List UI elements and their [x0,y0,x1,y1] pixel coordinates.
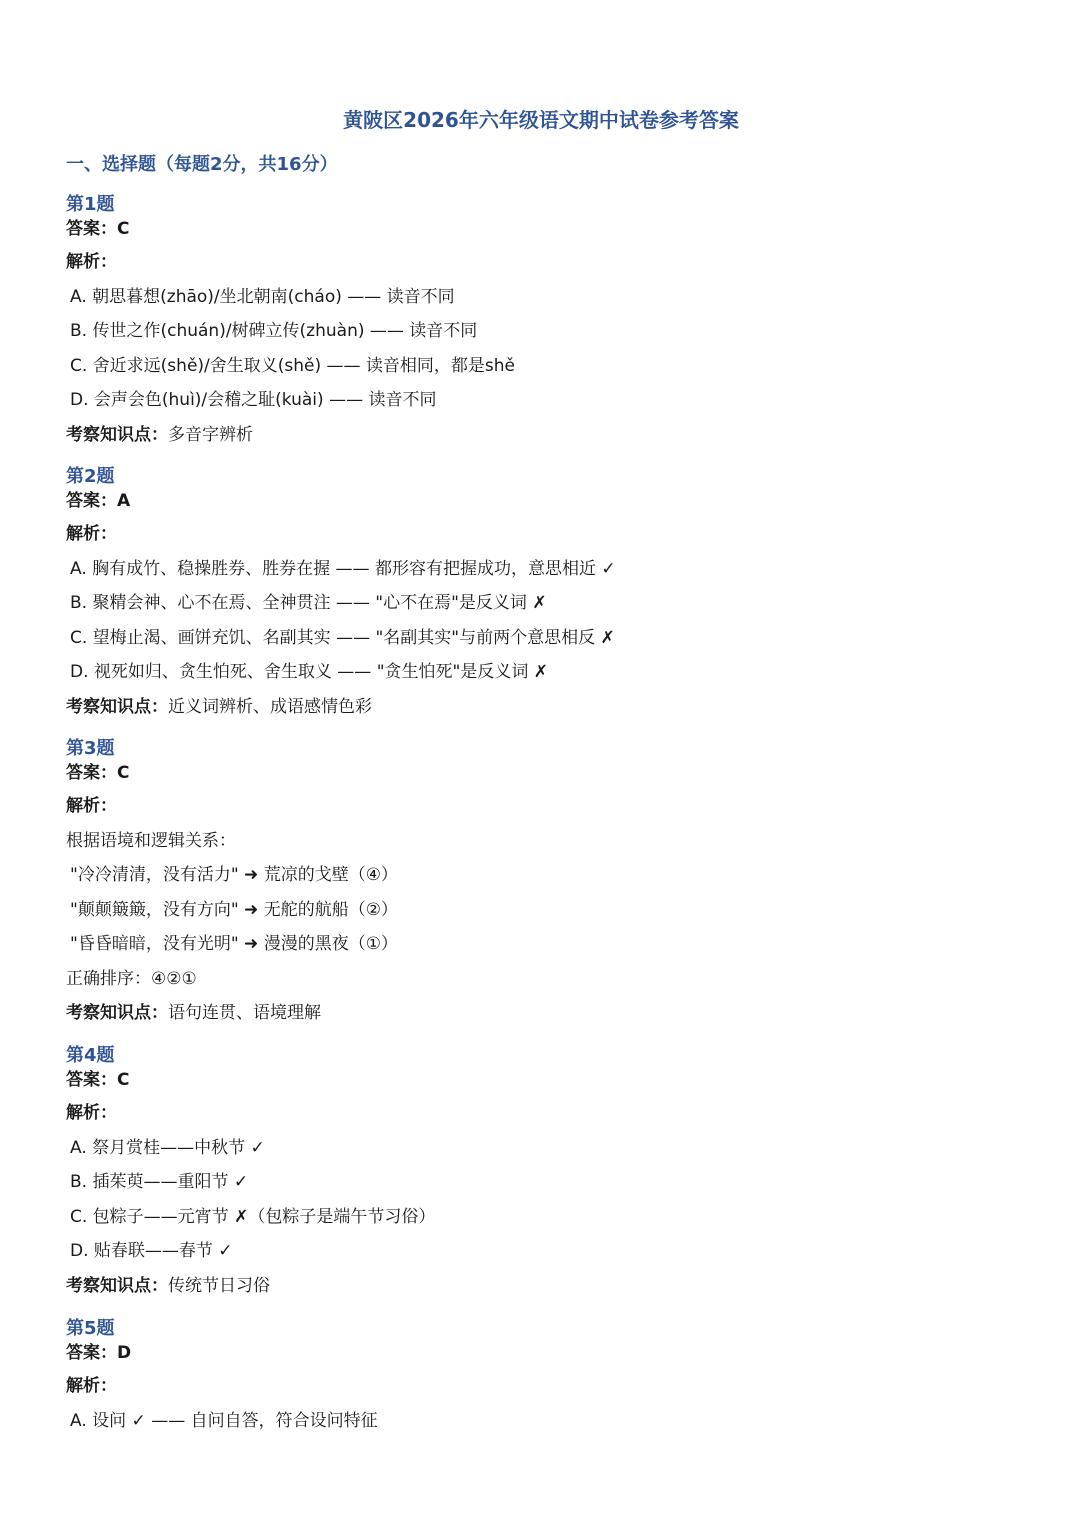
answer-value: A [117,491,131,511]
question-block [66,1044,1016,1303]
answer-line [66,217,1016,241]
knowledge-value: 多音字辨析 [168,424,253,445]
question-block [66,193,1016,452]
analysis-line: "冷冷清清，没有活力" ➜ 荒凉的戈壁（④） [70,865,398,885]
knowledge-label: 考察知识点： [66,696,168,717]
analysis-label: 解析： [66,1376,117,1396]
analysis-line: A. 设问 ✓ —— 自问自答，符合设问特征 [70,1410,378,1431]
analysis-line: 根据语境和逻辑关系： [66,830,236,851]
answer-label: 答案： [66,763,117,783]
question-heading: 第1题 [66,194,115,215]
knowledge-label: 考察知识点： [66,424,168,445]
answer-label: 答案： [66,1070,117,1090]
analysis-line: B. 插茱萸——重阳节 ✓ [70,1172,249,1192]
answer-line [66,489,1016,513]
analysis-line: C. 舍近求远(shě)/舍生取义(shě) —— 读音相同，都是shě [70,355,516,376]
answer-line [66,761,1016,785]
section-heading: 一、选择题（每题2分，共16分） [66,154,338,175]
analysis-line: D. 会声会色(huì)/会稽之耻(kuài) —— 读音不同 [70,390,437,410]
answer-value: D [117,1343,132,1363]
analysis-label: 解析： [66,252,117,272]
knowledge-line [66,996,1016,1031]
analysis-line: C. 望梅止渴、画饼充饥、名副其实 —— "名副其实"与前两个意思相反 ✗ [70,627,615,648]
answer-line [66,1068,1016,1092]
answer-line [66,1341,1016,1365]
knowledge-line [66,1269,1016,1304]
answer-value: C [117,763,130,783]
analysis-line: B. 传世之作(chuán)/树碑立传(zhuàn) —— 读音不同 [70,321,478,341]
analysis-line: "昏昏暗暗，没有光明" ➜ 漫漫的黑夜（①） [70,934,398,954]
question-heading: 第5题 [66,1318,115,1339]
question-heading: 第2题 [66,466,115,487]
analysis-label: 解析： [66,796,117,816]
analysis-label: 解析： [66,524,117,544]
analysis-line: 正确排序：④②① [66,968,197,989]
question-block [66,737,1016,1031]
knowledge-value: 近义词辨析、成语感情色彩 [168,696,372,717]
knowledge-value: 传统节日习俗 [168,1275,270,1296]
analysis-line: A. 胸有成竹、稳操胜券、胜券在握 —— 都形容有把握成功，意思相近 ✓ [70,558,616,579]
knowledge-line [66,690,1016,725]
answer-label: 答案： [66,1343,117,1363]
analysis-line: C. 包粽子——元宵节 ✗（包粽子是端午节习俗） [70,1206,436,1227]
page-title: 黄陂区2026年六年级语文期中试卷参考答案 [343,108,739,132]
knowledge-label: 考察知识点： [66,1275,168,1296]
answer-label: 答案： [66,219,117,239]
analysis-line: A. 祭月赏桂——中秋节 ✓ [70,1137,265,1158]
analysis-line: "颠颠簸簸，没有方向" ➜ 无舵的航船（②） [70,899,398,920]
analysis-label: 解析： [66,1103,117,1123]
question-block [66,465,1016,724]
analysis-line: A. 朝思暮想(zhāo)/坐北朝南(cháo) —— 读音不同 [70,286,455,307]
question-heading: 第3题 [66,738,115,759]
analysis-line: D. 贴春联——春节 ✓ [70,1241,233,1261]
knowledge-value: 语句连贯、语境理解 [168,1003,321,1023]
answer-value: C [117,1070,130,1090]
knowledge-label: 考察知识点： [66,1003,168,1023]
answer-label: 答案： [66,491,117,511]
knowledge-line [66,418,1016,453]
question-heading: 第4题 [66,1045,115,1066]
answer-value: C [117,219,130,239]
question-block [66,1317,1016,1438]
analysis-line: B. 聚精会神、心不在焉、全神贯注 —— "心不在焉"是反义词 ✗ [70,593,547,613]
analysis-line: D. 视死如归、贪生怕死、舍生取义 —— "贪生怕死"是反义词 ✗ [70,662,548,682]
